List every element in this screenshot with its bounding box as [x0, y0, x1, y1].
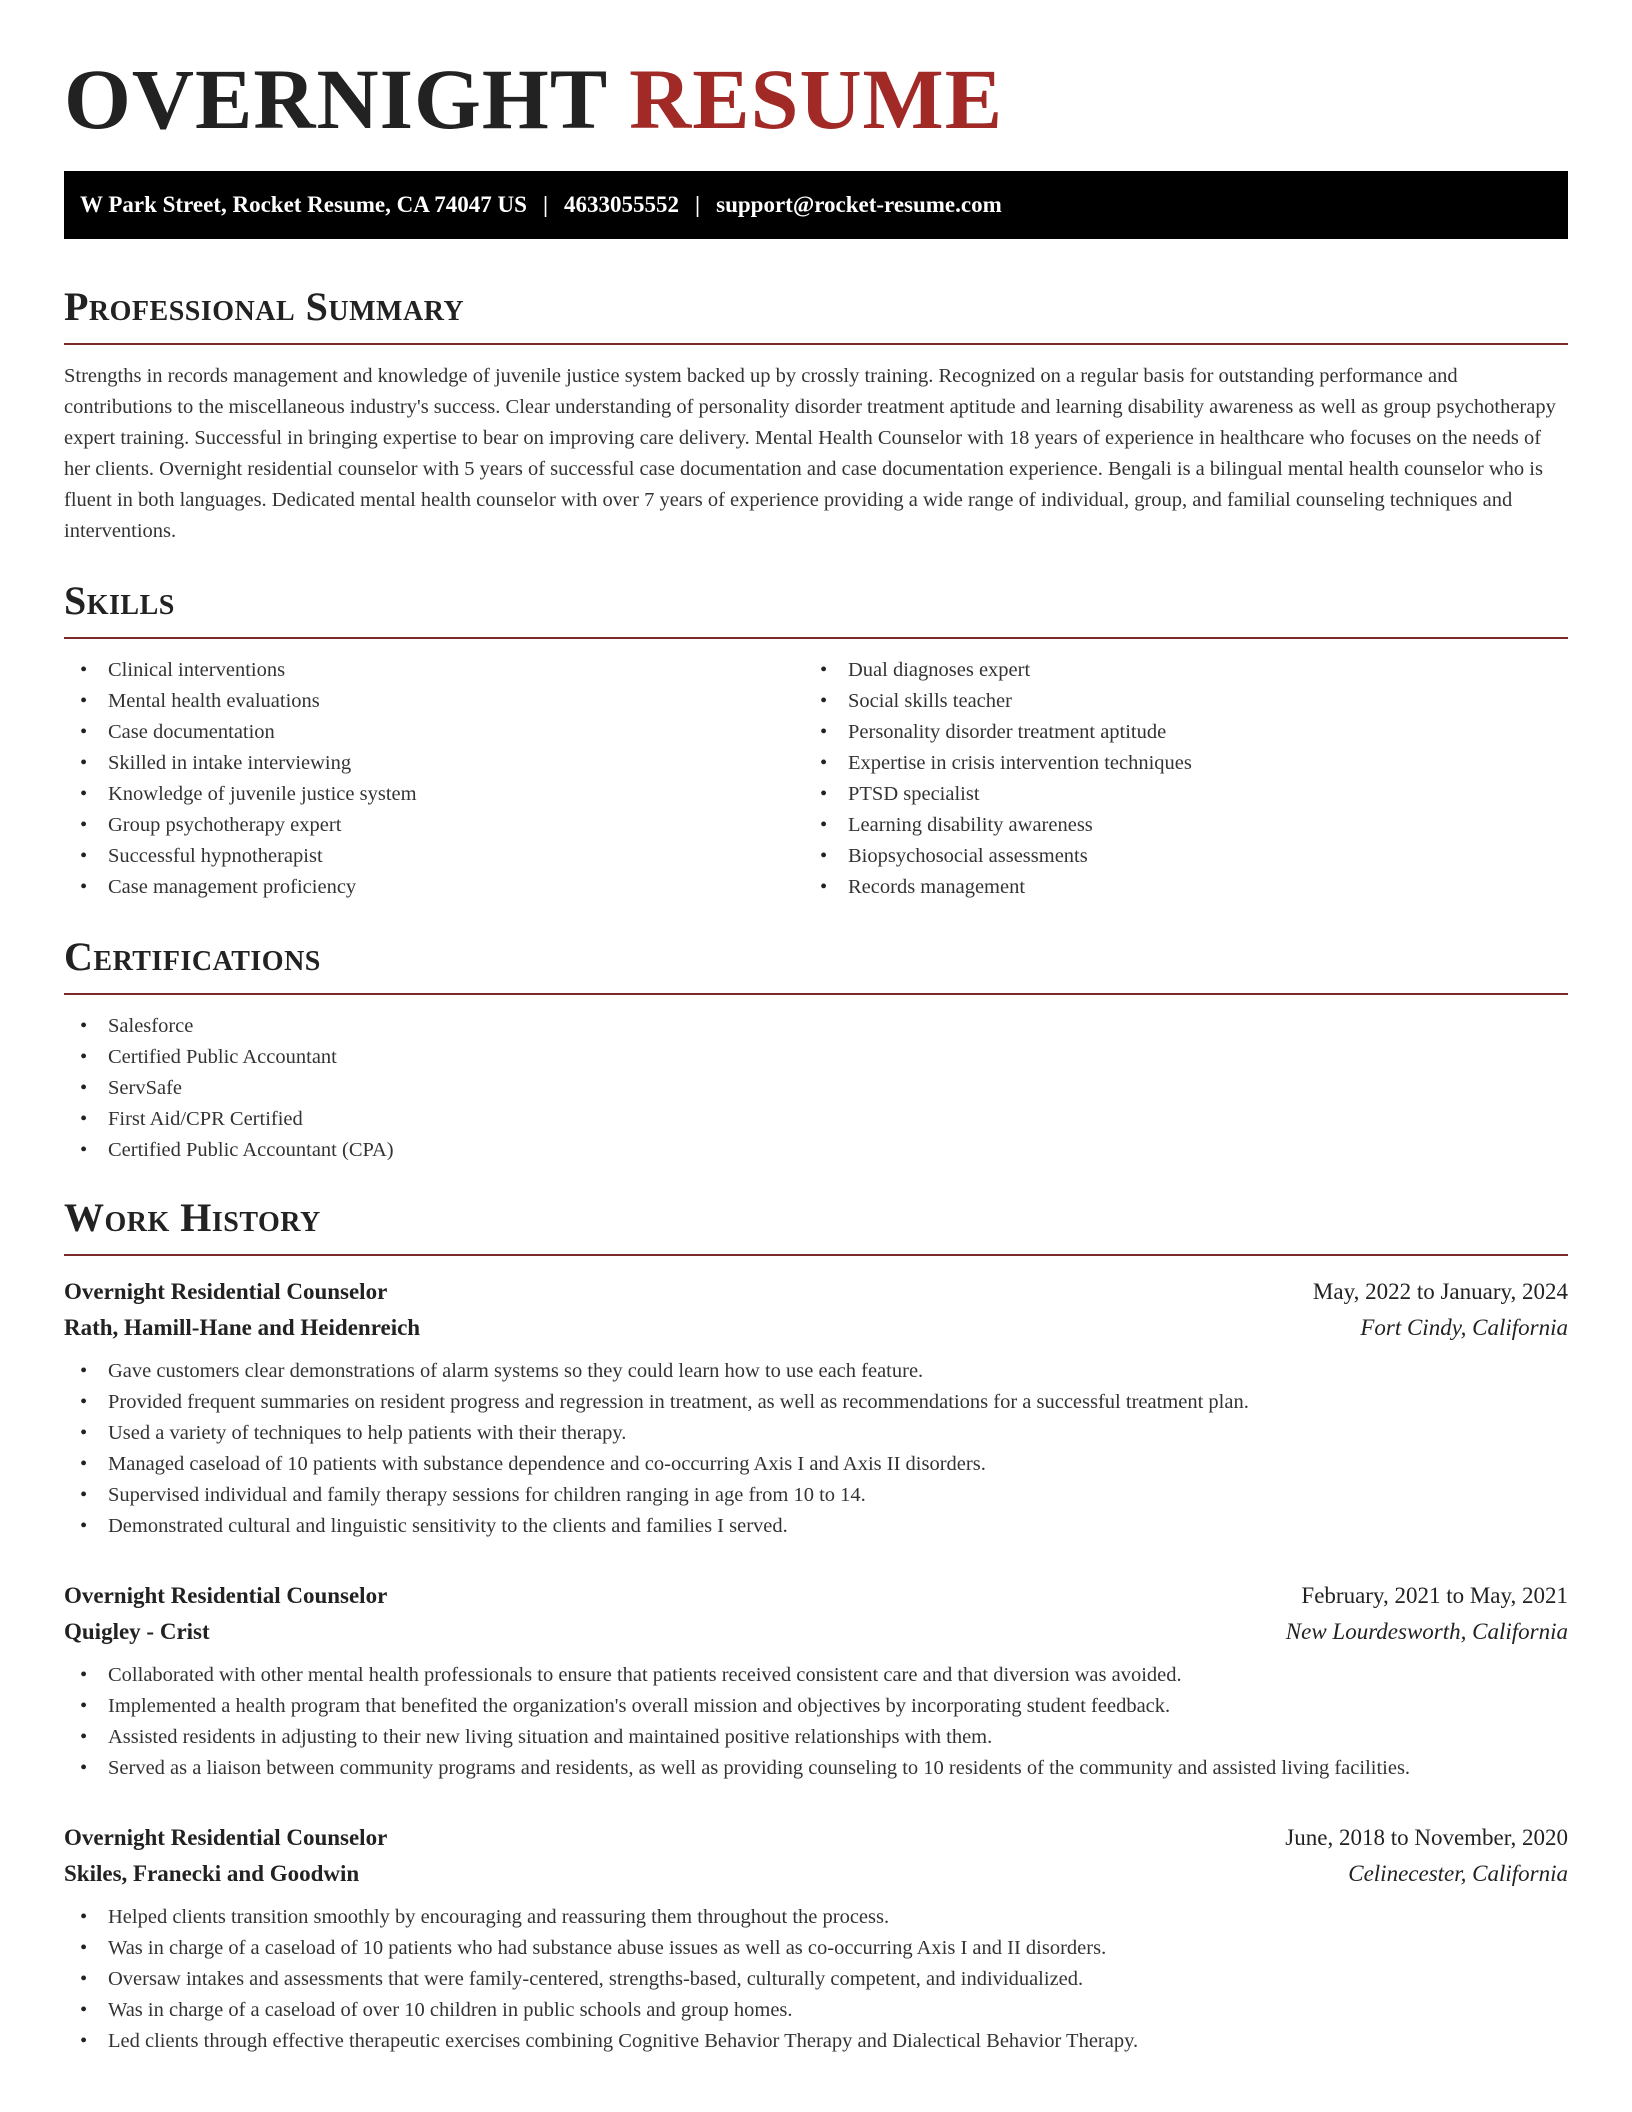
- job-bullet: • Led clients through effective therapeutic exercises combining Cognitive Behavior Therapy and Dialectical Behavior Therapy.: [64, 2026, 1568, 2057]
- job-bullet: • Used a variety of techniques to help patients with their therapy.: [64, 1418, 1568, 1449]
- contact-address: W Park Street, Rocket Resume, CA 74047 US: [80, 191, 527, 217]
- certification-item: • Salesforce: [64, 1011, 1568, 1042]
- job-bullet: • Collaborated with other mental health professionals to ensure that patients received consistent care and that diversion was avoided.: [64, 1660, 1568, 1691]
- job-title: Overnight Residential Counselor: [64, 1824, 388, 1850]
- job-bullet: • Helped clients transition smoothly by encouraging and reassuring them throughout the process.: [64, 1902, 1568, 1933]
- job-bullet: • Implemented a health program that benefited the organization's overall mission and objectives by incorporating student feedback.: [64, 1691, 1568, 1722]
- resume-name: [64, 52, 1568, 147]
- job-bullet: • Was in charge of a caseload of 10 patients who had substance abuse issues as well as co-occurring Axis I and II disorders.: [64, 1933, 1568, 1964]
- job-company: Skiles, Franecki and Goodwin: [64, 1860, 360, 1886]
- skill-item: • Mental health evaluations: [64, 686, 804, 717]
- job-dates: February, 2021 to May, 2021: [1301, 1582, 1568, 1608]
- job-company: Rath, Hamill-Hane and Heidenreich: [64, 1314, 421, 1340]
- skill-item: • Clinical interventions: [64, 655, 804, 686]
- skills-section: [64, 577, 1568, 903]
- skill-item: • Case documentation: [64, 717, 804, 748]
- skills-list-right: [804, 655, 1544, 903]
- skill-item: • Case management proficiency: [64, 872, 804, 903]
- job-company: Quigley - Crist: [64, 1618, 210, 1644]
- job-bullet: • Supervised individual and family therapy sessions for children ranging in age from 10 to 14.: [64, 1480, 1568, 1511]
- job-bullets: [64, 1660, 1568, 1784]
- job-bullet: • Provided frequent summaries on resident progress and regression in treatment, as well as recommendations for a successful treatment plan.: [64, 1387, 1568, 1418]
- job-bullets: [64, 1902, 1568, 2057]
- job-title: Overnight Residential Counselor: [64, 1582, 388, 1608]
- skill-item: • Social skills teacher: [804, 686, 1544, 717]
- contact-bar: [64, 171, 1568, 239]
- job-bullet: • Gave customers clear demonstrations of alarm systems so they could learn how to use each feature.: [64, 1356, 1568, 1387]
- section-divider: [64, 343, 1568, 345]
- skill-item: • Expertise in crisis intervention techniques: [804, 748, 1544, 779]
- job-location: Celinecester, California: [1348, 1860, 1568, 1886]
- section-title-certifications: Certifications: [64, 933, 321, 979]
- skill-item: • Biopsychosocial assessments: [804, 841, 1544, 872]
- job-bullet: • Served as a liaison between community programs and residents, as well as providing counseling to 10 residents of the community and assisted living facilities.: [64, 1753, 1568, 1784]
- skills-columns: [64, 639, 1568, 903]
- job-header-row: [64, 1274, 1568, 1310]
- job-subheader-row: [64, 1614, 1568, 1650]
- certification-item: • Certified Public Accountant: [64, 1042, 1568, 1073]
- job-location: New Lourdesworth, California: [1285, 1618, 1568, 1644]
- contact-separator: |: [695, 191, 701, 217]
- job-entry: [64, 1274, 1568, 1542]
- job-bullets: [64, 1356, 1568, 1542]
- skill-item: • Group psychotherapy expert: [64, 810, 804, 841]
- last-name: RESUME: [629, 51, 1004, 147]
- job-bullet: • Was in charge of a caseload of over 10 children in public schools and group homes.: [64, 1995, 1568, 2026]
- contact-separator: |: [542, 191, 549, 217]
- job-header-row: [64, 1578, 1568, 1614]
- first-name: OVERNIGHT: [64, 51, 607, 147]
- summary-section: [64, 283, 1568, 547]
- job-dates: May, 2022 to January, 2024: [1312, 1278, 1568, 1304]
- skill-item: • Learning disability awareness: [804, 810, 1544, 841]
- job-location: Fort Cindy, California: [1360, 1314, 1568, 1340]
- job-title: Overnight Residential Counselor: [64, 1278, 388, 1304]
- section-title-work-history: Work History: [64, 1194, 321, 1240]
- skill-item: • PTSD specialist: [804, 779, 1544, 810]
- skills-list-left: [64, 655, 804, 903]
- job-dates: June, 2018 to November, 2020: [1285, 1824, 1568, 1850]
- resume-page: [64, 0, 1568, 2057]
- section-title-summary: Professional Summary: [64, 283, 465, 329]
- job-header-row: [64, 1820, 1568, 1856]
- skill-item: • Personality disorder treatment aptitude: [804, 717, 1544, 748]
- summary-text: Strengths in records management and knowledge of juvenile justice system backed up by crossly training. Recognized on a regular basis for outstanding performance and contributions to the miscellaneous industry's success. Clear understanding of personality disorder treatment aptitude and learning disability awareness as well as group psychotherapy expert training. Successful in bringing expertise to bear on improving care delivery. Mental Health Counselor with 18 years of experience in healthcare who focuses on the needs of her clients. Overnight residential counselor with 5 years of successful case documentation and case documentation experience. Bengali is a bilingual mental health counselor who is fluent in both languages. Dedicated mental health counselor with over 7 years of experience providing a wide range of individual, group, and familial counseling techniques and interventions.: [64, 364, 1556, 542]
- job-subheader-row: [64, 1310, 1568, 1346]
- contact-email: support@rocket-resume.com: [716, 191, 1002, 217]
- skill-item: • Knowledge of juvenile justice system: [64, 779, 804, 810]
- skill-item: • Records management: [804, 872, 1544, 903]
- certification-item: • Certified Public Accountant (CPA): [64, 1135, 1568, 1166]
- certification-item: • First Aid/CPR Certified: [64, 1104, 1568, 1135]
- work-history-section: [64, 1194, 1568, 2057]
- job-subheader-row: [64, 1856, 1568, 1892]
- job-bullet: • Oversaw intakes and assessments that were family-centered, strengths-based, culturally competent, and individualized.: [64, 1964, 1568, 1995]
- section-title-skills: Skills: [64, 577, 175, 623]
- job-bullet: • Demonstrated cultural and linguistic sensitivity to the clients and families I served.: [64, 1511, 1568, 1542]
- skill-item: • Successful hypnotherapist: [64, 841, 804, 872]
- skill-item: • Skilled in intake interviewing: [64, 748, 804, 779]
- skill-item: • Dual diagnoses expert: [804, 655, 1544, 686]
- certifications-list: [64, 1011, 1568, 1166]
- job-entry: [64, 1578, 1568, 1784]
- job-entry: [64, 1820, 1568, 2057]
- certification-item: • ServSafe: [64, 1073, 1568, 1104]
- section-divider: [64, 993, 1568, 995]
- contact-phone: 4633055552: [564, 191, 680, 217]
- certifications-section: [64, 933, 1568, 1166]
- job-bullet: • Assisted residents in adjusting to their new living situation and maintained positive relationships with them.: [64, 1722, 1568, 1753]
- job-bullet: • Managed caseload of 10 patients with substance dependence and co-occurring Axis I and Axis II disorders.: [64, 1449, 1568, 1480]
- section-divider: [64, 1254, 1568, 1256]
